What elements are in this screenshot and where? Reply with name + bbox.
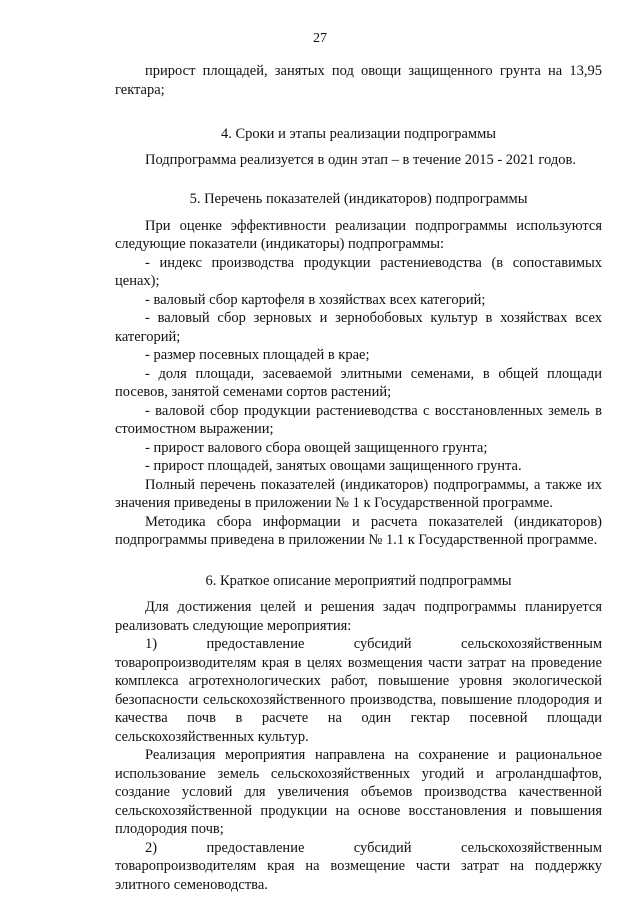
indicator-item: - прирост валового сбора овощей защищенного грунта;: [145, 439, 488, 456]
section-4-text: Подпрограмма реализуется в один этап – в течение 2015 - 2021 годов.: [145, 151, 576, 168]
section-4-heading: 4. Сроки и этапы реализации подпрограммы: [220, 126, 497, 142]
indicator-item: - размер посевных площадей в крае;: [145, 347, 370, 363]
indicator-item: - валовой сбор продукции растениеводства с восстановленных земель в стоимостном выражении;: [115, 402, 602, 437]
measure-2: 2) предоставление субсидий сельскохозяйственным товаропроизводителям края на возмещение части затрат на поддержку элитного семеноводства.: [115, 839, 602, 893]
indicator-item: - индекс производства продукции растениеводства (в сопоставимых ценах);: [115, 254, 602, 289]
measure-1-description: Реализация мероприятия направлена на сохранение и рациональное использование земель сельскохозяйственных угодий и агроландшафтов, создание условий для увеличения объемов производства качественной сельскохозяйственной продукции на основе восстановления и повышения плодородия почв;: [115, 747, 602, 837]
indicator-item: - валовый сбор зерновых и зернобобовых культур в хозяйствах всех категорий;: [115, 310, 602, 345]
intro-paragraph: прирост площадей, занятых под овощи защищенного грунта на 13,95 гектара;: [115, 63, 602, 98]
indicator-item: - валовый сбор картофеля в хозяйствах всех категорий;: [145, 291, 486, 308]
section-6-lead: Для достижения целей и решения задач подпрограммы планируется реализовать следующие мероприятия:: [115, 599, 602, 634]
page-number: 27: [313, 31, 327, 46]
section-5-paragraph: Методика сбора информации и расчета показателей (индикаторов) подпрограммы приведена в приложении № 1.1 к Государственной программе.: [115, 513, 602, 548]
page-body: [115, 62, 602, 894]
measure-1: 1) предоставление субсидий сельскохозяйственным товаропроизводителям края в целях возмещения части затрат на проведение комплекса агротехнологических работ, повышение уровня экологической безопасности сельскохозяйственного производства, повышение плодородия и качества почв в расчете на один гектар посевной площади сельскохозяйственных культур.: [115, 636, 602, 745]
section-5-paragraph: Полный перечень показателей (индикаторов) подпрограммы, а также их значения приведены в приложении № 1 к Государственной программе.: [115, 476, 602, 511]
indicator-item: - прирост площадей, занятых овощами защищенного грунта.: [145, 458, 522, 474]
section-5-heading: 5. Перечень показателей (индикаторов) подпрограммы: [189, 191, 528, 207]
indicator-item: - доля площади, засеваемой элитными семенами, в общей площади посевов, занятой семенами сортов растений;: [115, 365, 602, 400]
section-6-heading: 6. Краткое описание мероприятий подпрограммы: [205, 572, 512, 589]
section-5-lead: При оценке эффективности реализации подпрограммы используются следующие показатели (индикаторы) подпрограммы:: [115, 217, 602, 252]
